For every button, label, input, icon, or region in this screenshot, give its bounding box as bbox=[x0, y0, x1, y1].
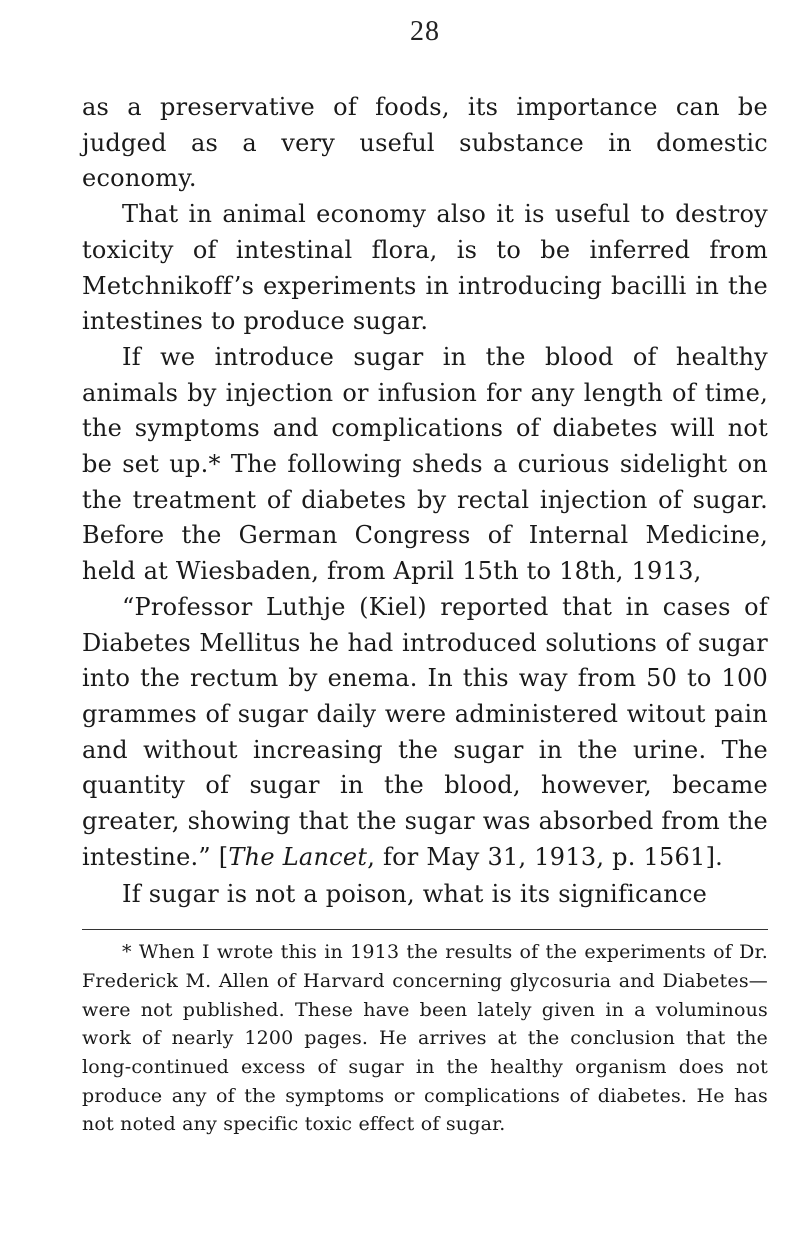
quote-source-rest: , for May 31, 1913, p. 1561]. bbox=[367, 842, 724, 871]
quote-source-title: The Lancet bbox=[228, 842, 368, 871]
main-text bbox=[82, 90, 768, 913]
footnote: * When I wrote this in 1913 the results of the experiments of Dr. Frederick M. Allen of Harvard concerning glycosuria and Diabetes—were not published. These have been lately given in a voluminous work of nearly 1200 pages. He arrives at the conclusion that the long-continued excess of sugar in the healthy organism does not produce any of the symptoms or complications of diabetes. He has not noted any specific toxic effect of sugar. bbox=[82, 941, 768, 1136]
paragraph-continuation: as a preservative of foods, its importance can be judged as a very useful substance in domestic economy. bbox=[82, 93, 768, 193]
paragraph-metchnikoff: That in animal economy also it is useful to destroy toxicity of intestinal flora, is to be inferred from Metchnikoff’s experiments in introducing bacilli in the intestines to produce sugar. bbox=[82, 200, 768, 336]
book-page bbox=[82, 0, 768, 1139]
paragraph-significance: If sugar is not a poison, what is its significance bbox=[122, 880, 708, 909]
quote-text: “Professor Luthje (Kiel) reported that in cases of Diabetes Mellitus he had introduced solutions of sugar into the rectum by enema. In this way from 50 to 100 grammes of sugar daily were administered witout pain and without increasing the sugar in the urine. The quantity of sugar in the blood, however, became greater, showing that the sugar was absorbed from the intestine.” [ bbox=[82, 592, 768, 871]
page-number: 28 bbox=[410, 16, 440, 47]
paragraph-diabetes: If we introduce sugar in the blood of healthy animals by injection or infusion for any length of time, the symptoms and complications of diabetes will not be set up.* The following sheds a curious sidelight on the treatment of diabetes by rectal injection of sugar. Before the German Congress of Internal Medicine, held at Wiesbaden, from April 15th to 18th, 1913, bbox=[82, 342, 768, 586]
lancet-quote bbox=[82, 590, 768, 876]
footnote-divider bbox=[82, 929, 768, 930]
